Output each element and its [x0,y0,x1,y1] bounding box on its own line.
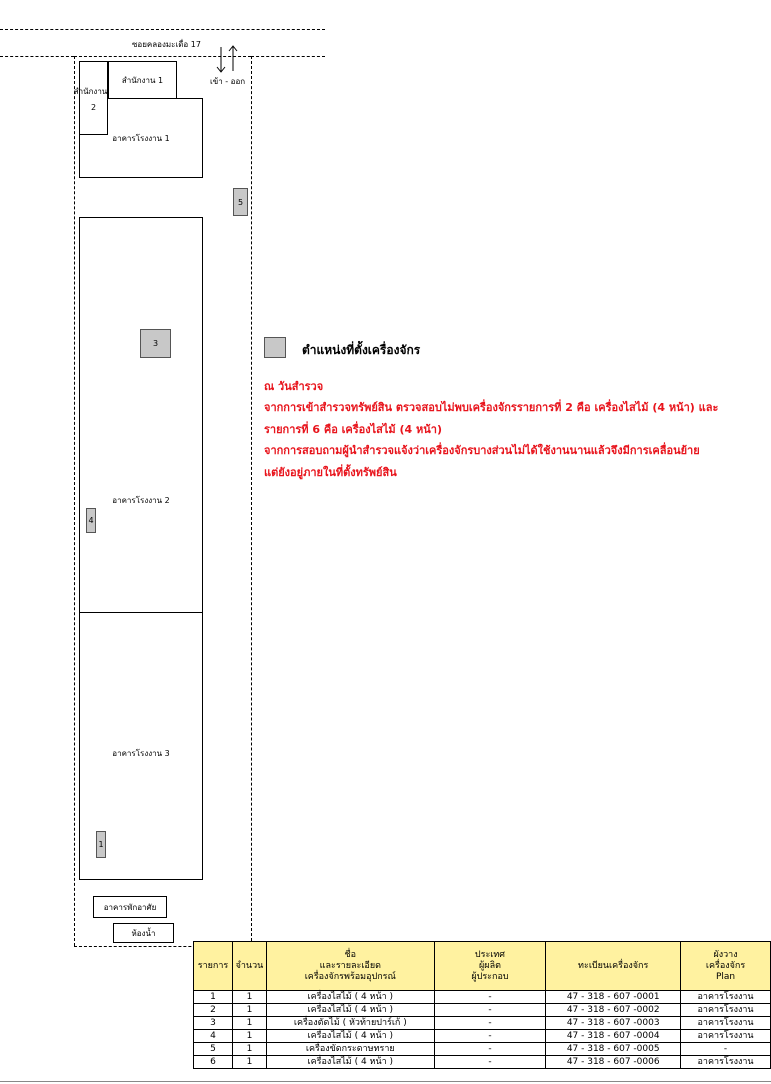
building-factory-1-label: อาคารโรงงาน 1 [112,133,170,143]
header-qty: จำนวน [232,942,266,991]
machine-marker-1: 1 [96,831,106,858]
header-name: ชื่อ และรายละเอียด เครื่องจักรพร้อมอุปกรณ์ [266,942,434,991]
building-office-2 [73,61,108,135]
table-row: 6 1 เครื่องไสไม้ ( 4 หน้า ) - 47 - 318 - 607 -0006 อาคารโรงงาน [194,1056,771,1069]
legend-swatch [264,337,286,358]
note-line-1: ณ วันสำรวจ [264,380,324,393]
header-registration: ทะเบียนเครื่องจักร [546,942,681,991]
building-restroom [113,923,174,943]
legend-label: ตำแหน่งที่ตั้งเครื่องจักร [302,343,421,357]
machine-table [193,941,771,1069]
building-restroom-label: ห้องน้ำ [131,928,156,938]
table-row: 5 1 เครื่องขัดกระดาษทราย - 47 - 318 - 607 -0005 - [194,1043,771,1056]
entrance-label: เข้า - ออก [210,77,246,86]
road-label: ซอยคลองมะเดื่อ 17 [132,40,201,49]
header-item: รายการ [194,942,233,991]
header-plan: ผังวาง เครื่องจักร Plan [681,942,771,991]
building-dorm [93,896,167,918]
building-office-1 [108,61,177,99]
table-row: 4 1 เครื่องไสไม้ ( 4 หน้า ) - 47 - 318 - 607 -0004 อาคารโรงงาน [194,1030,771,1043]
table-row: 1 1 เครื่องไสไม้ ( 4 หน้า ) - 47 - 318 - 607 -0001 อาคารโรงงาน [194,991,771,1004]
boundary-left [74,56,75,946]
note-line-3: รายการที่ 6 คือ เครื่องไสไม้ (4 หน้า) [264,423,442,436]
building-factory-2 [79,217,203,613]
building-office-2-label-b: 2 [90,102,97,112]
machine-marker-3: 3 [140,329,171,358]
note-line-2: จากการเข้าสำรวจทรัพย์สิน ตรวจสอบไม่พบเครื่องจักรรายการที่ 2 คือ เครื่องไสไม้ (4 หน้า) และ [264,401,719,414]
entrance-arrows-icon [212,44,242,74]
road-lower-line-right [251,56,325,57]
building-office-2-label-a: สำนักงาน [73,86,108,96]
machine-marker-5: 5 [233,188,248,216]
note-line-5: แต่ยังอยู่ภายในที่ตั้งทรัพย์สิน [264,466,397,479]
table-row: 2 1 เครื่องไสไม้ ( 4 หน้า ) - 47 - 318 - 607 -0002 อาคารโรงงาน [194,1004,771,1017]
table-header-row [194,942,771,991]
page-bottom-rule [0,1081,771,1082]
note-line-4: จากการสอบถามผู้นำสำรวจแจ้งว่าเครื่องจักรบางส่วนไม่ได้ใช้งานนานแล้วจึงมีการเคลื่อนย้าย [264,444,700,457]
building-dorm-label: อาคารพักอาศัย [103,902,157,912]
boundary-right [251,56,252,946]
building-factory-2-label: อาคารโรงงาน 2 [112,495,170,505]
table-row: 3 1 เครื่องตัดไม้ ( หัวท้ายปาร์เก้ ) - 47 - 318 - 607 -0003 อาคารโรงงาน [194,1017,771,1030]
building-factory-3-label: อาคารโรงงาน 3 [112,748,170,758]
machine-marker-4: 4 [86,508,96,533]
road-upper-line [0,29,325,30]
building-office-1-label: สำนักงาน 1 [121,75,164,85]
road-lower-line [0,56,74,57]
header-origin: ประเทศ ผู้ผลิต ผู้ประกอบ [434,942,546,991]
